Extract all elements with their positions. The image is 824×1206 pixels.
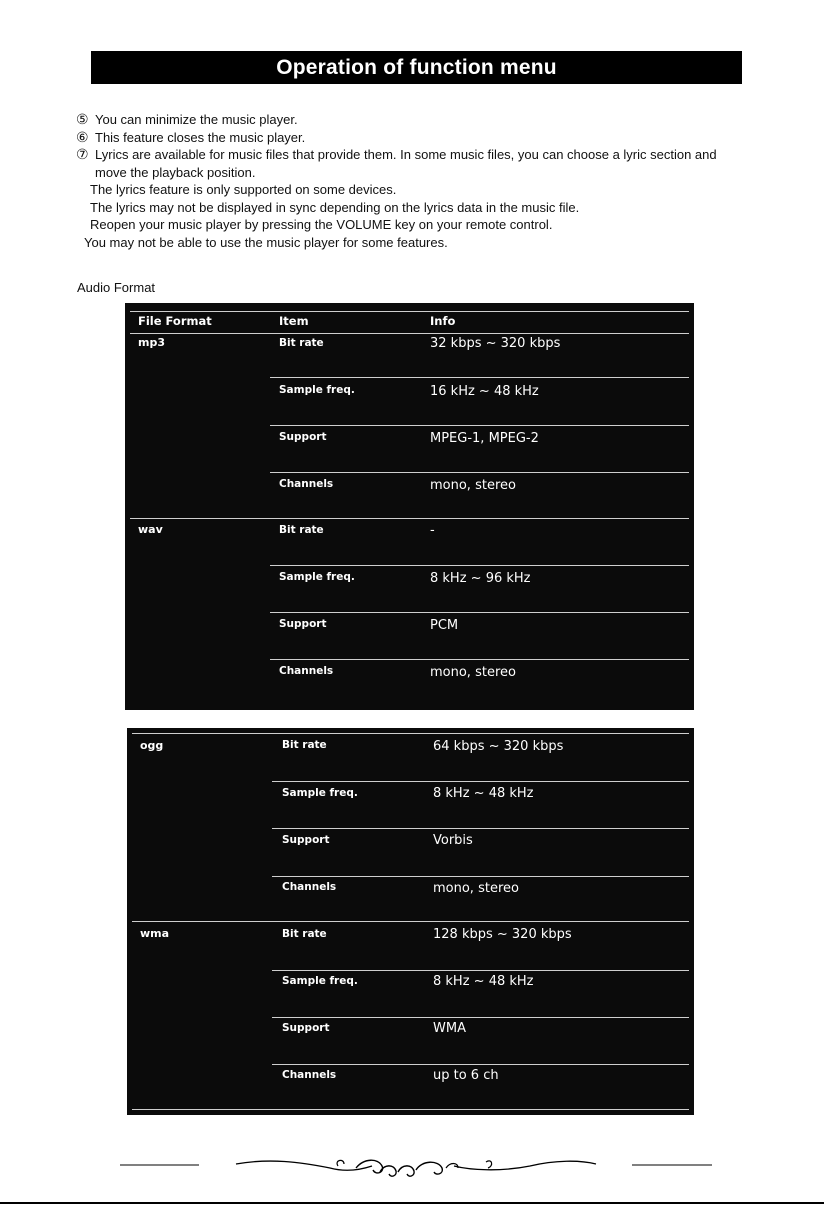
note-item: [76, 146, 776, 164]
table-bottom-border: [132, 1109, 689, 1110]
subnote-text: The lyrics may not be displayed in sync depending on the lyrics data in the music file.: [90, 199, 580, 215]
item-label: Channels: [282, 881, 337, 893]
row-divider: [270, 565, 689, 566]
item-label: Support: [279, 618, 327, 630]
row-divider: [272, 828, 689, 829]
column-header-info: Info: [430, 314, 456, 328]
row-divider: [270, 377, 689, 378]
item-label: Channels: [279, 478, 334, 490]
audio-format-table-2: [127, 728, 694, 1115]
item-label: Channels: [282, 1069, 337, 1081]
table-top-border: [132, 733, 689, 734]
page-title-bar: [91, 51, 742, 84]
info-value: -: [430, 523, 435, 538]
subnote-text: You may not be able to use the music player for some features.: [84, 234, 448, 250]
format-wma: wma: [140, 927, 170, 940]
note-item: [76, 111, 776, 129]
info-value: 64 kbps ~ 320 kbps: [433, 739, 564, 754]
info-value: 8 kHz ~ 48 kHz: [433, 786, 534, 801]
page-title: Operation of function menu: [276, 55, 557, 79]
item-label: Bit rate: [282, 739, 327, 751]
item-label: Support: [282, 1022, 330, 1034]
row-divider: [272, 1064, 689, 1065]
row-divider: [270, 425, 689, 426]
subnote-text: The lyrics feature is only supported on some devices.: [90, 182, 397, 197]
section-heading: Audio Format: [77, 280, 156, 295]
info-value: mono, stereo: [430, 665, 516, 680]
format-ogg: ogg: [140, 739, 164, 752]
row-divider: [270, 659, 689, 660]
group-divider: [130, 518, 689, 519]
note-item: [76, 129, 776, 147]
column-header-item: Item: [279, 314, 309, 328]
row-divider: [272, 781, 689, 782]
circled-number-6: ⑥: [76, 128, 89, 145]
info-value: 128 kbps ~ 320 kbps: [433, 927, 572, 942]
notes-list: [76, 111, 776, 251]
item-label: Channels: [279, 665, 334, 677]
circled-number-7: ⑦: [76, 146, 89, 162]
circled-number-5: ⑤: [76, 111, 89, 127]
item-label: Support: [282, 834, 330, 846]
row-divider: [272, 970, 689, 971]
group-divider: [132, 921, 689, 922]
item-label: Bit rate: [279, 524, 324, 536]
info-value: 16 kHz ~ 48 kHz: [430, 384, 539, 399]
info-value: up to 6 ch: [433, 1068, 499, 1083]
item-label: Sample freq.: [282, 787, 358, 799]
item-label: Sample freq.: [279, 384, 355, 396]
note-text: Lyrics are available for music files that provide them. In some music files, you can choose a lyric section and: [95, 147, 717, 162]
audio-format-table-1: [125, 303, 694, 710]
row-divider: [272, 1017, 689, 1018]
column-header-file-format: File Format: [138, 314, 212, 328]
note-continuation: move the playback position.: [95, 164, 256, 180]
item-label: Bit rate: [282, 928, 327, 940]
info-value: WMA: [433, 1021, 466, 1036]
row-divider: [270, 472, 689, 473]
info-value: 8 kHz ~ 96 kHz: [430, 571, 531, 586]
item-label: Sample freq.: [279, 571, 355, 583]
row-divider: [272, 876, 689, 877]
decorative-flourish-icon: [0, 1148, 824, 1188]
row-divider: [270, 612, 689, 613]
note-text: This feature closes the music player.: [95, 129, 306, 145]
item-label: Sample freq.: [282, 975, 358, 987]
info-value: Vorbis: [433, 833, 473, 848]
footer-rule: [0, 1202, 824, 1204]
info-value: mono, stereo: [433, 881, 519, 896]
info-value: MPEG-1, MPEG-2: [430, 431, 539, 446]
item-label: Support: [279, 431, 327, 443]
info-value: 8 kHz ~ 48 kHz: [433, 974, 534, 989]
format-wav: wav: [138, 523, 163, 536]
item-label: Bit rate: [279, 337, 324, 349]
note-text: You can minimize the music player.: [95, 112, 298, 127]
format-mp3: mp3: [138, 336, 165, 349]
info-value: mono, stereo: [430, 478, 516, 493]
table-header: [130, 311, 689, 334]
info-value: PCM: [430, 618, 459, 633]
subnote-text: Reopen your music player by pressing the VOLUME key on your remote control.: [90, 217, 553, 232]
info-value: 32 kbps ~ 320 kbps: [430, 336, 561, 351]
